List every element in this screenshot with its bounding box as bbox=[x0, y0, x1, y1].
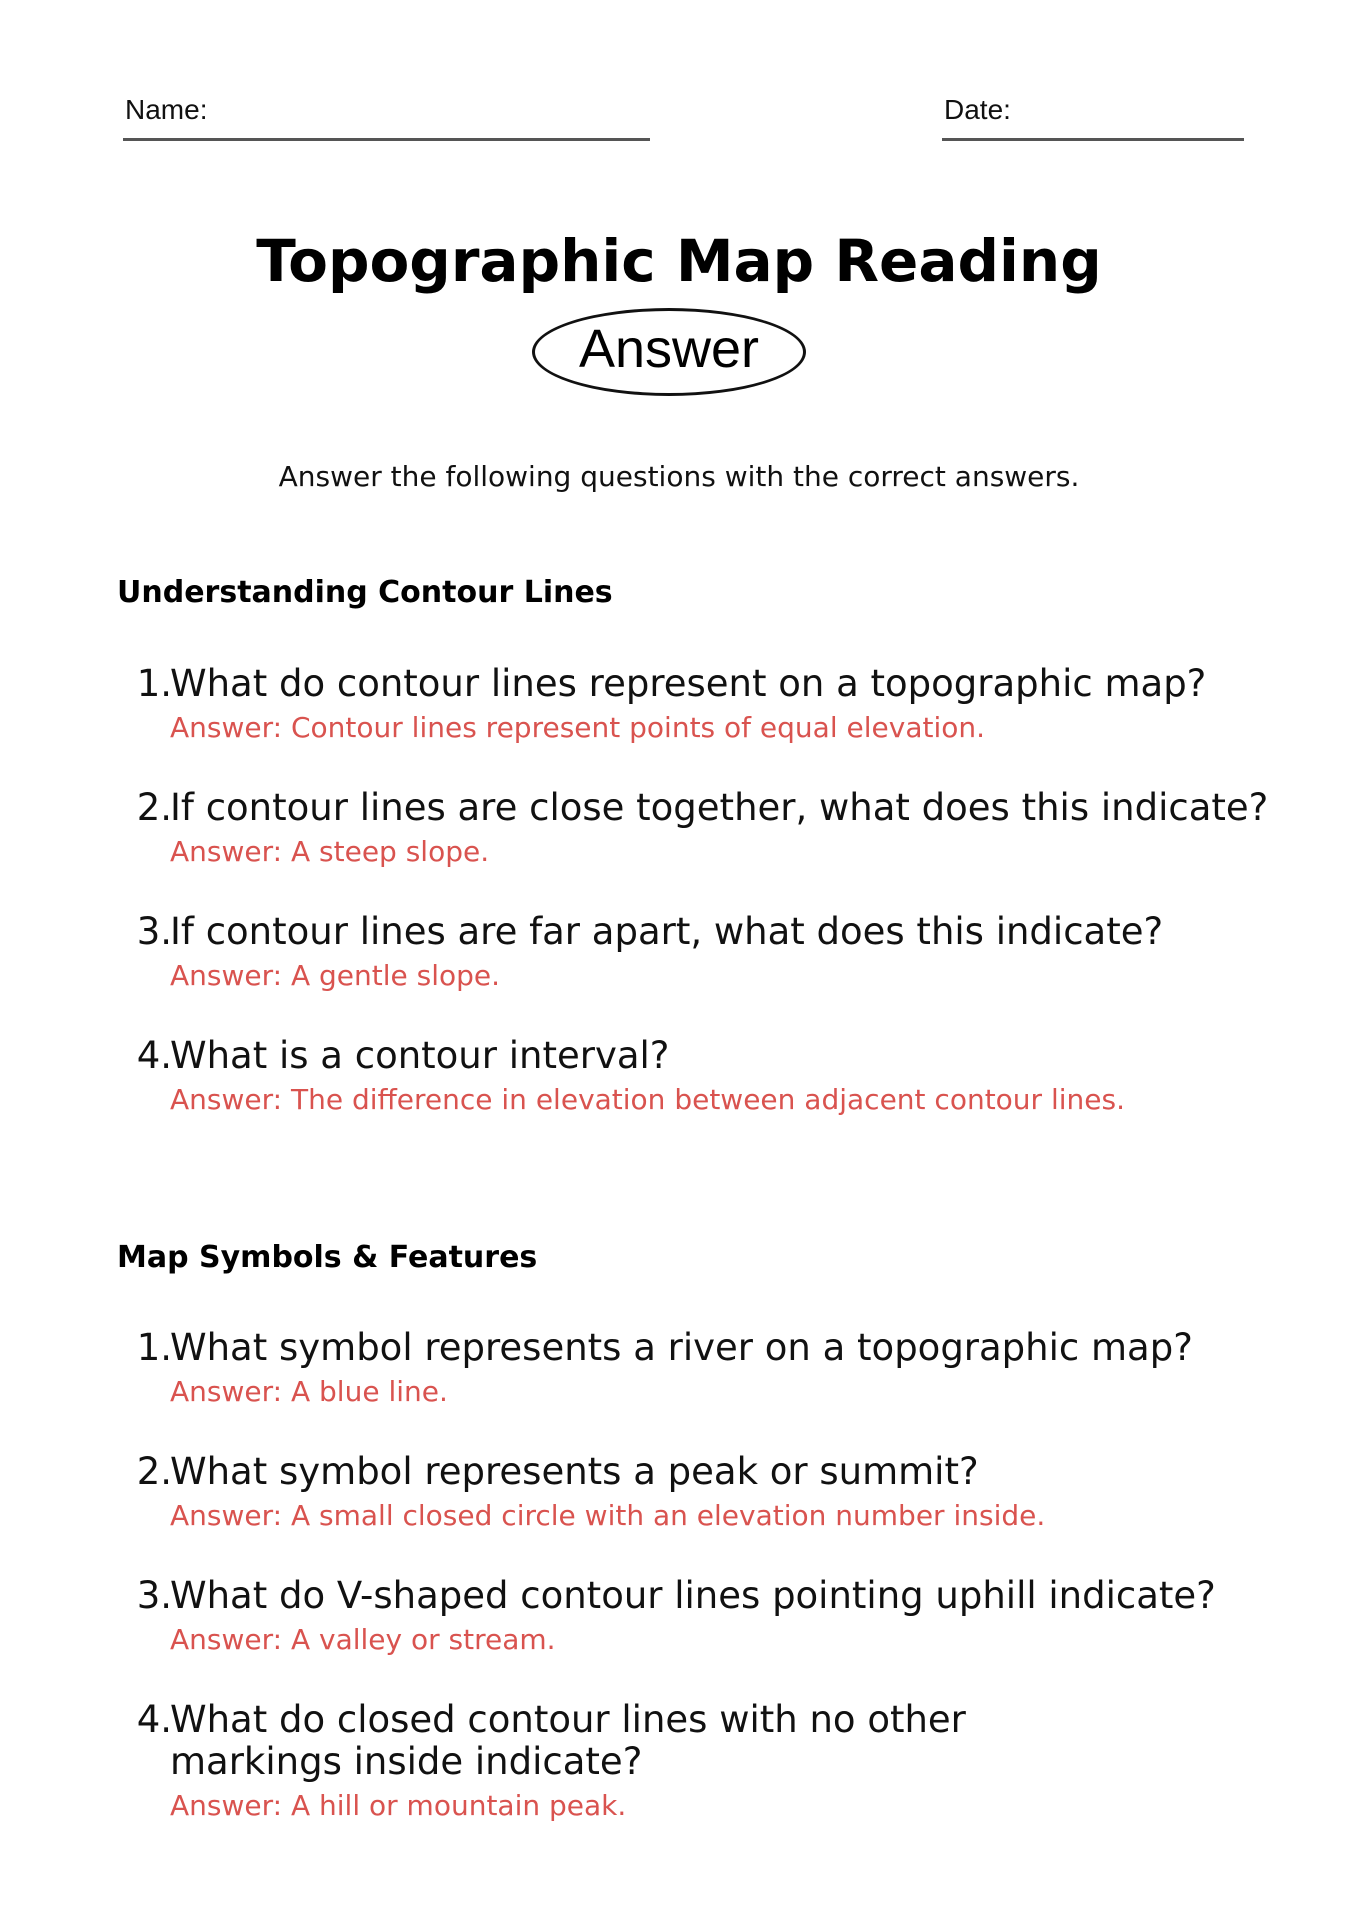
answer-text: Answer: The difference in elevation between adjacent contour lines. bbox=[170, 1083, 1125, 1116]
section-heading-contour-lines: Understanding Contour Lines bbox=[117, 575, 613, 610]
answer-text: Answer: A gentle slope. bbox=[170, 959, 501, 992]
question-text: What symbol represents a river on a topographic map? bbox=[170, 1326, 1193, 1369]
page-title: Topographic Map Reading bbox=[256, 227, 1102, 295]
question-number: 4. bbox=[136, 1698, 172, 1741]
question-text: What do V-shaped contour lines pointing uphill indicate? bbox=[170, 1574, 1216, 1617]
question-text: What do contour lines represent on a topographic map? bbox=[170, 662, 1207, 705]
question-number: 1. bbox=[136, 1326, 172, 1369]
question-item bbox=[120, 1451, 1270, 1533]
answer-badge-label: Answer bbox=[578, 319, 760, 379]
question-text: If contour lines are close together, what does this indicate? bbox=[170, 786, 1269, 829]
question-item bbox=[120, 911, 1270, 993]
name-field-line[interactable] bbox=[123, 138, 650, 141]
question-item bbox=[120, 1327, 1270, 1409]
question-number: 3. bbox=[136, 910, 172, 953]
answer-text: Answer: A small closed circle with an elevation number inside. bbox=[170, 1499, 1046, 1532]
date-field-line[interactable] bbox=[942, 138, 1244, 141]
name-label: Name: bbox=[125, 94, 208, 125]
question-number: 2. bbox=[136, 786, 172, 829]
date-label: Date: bbox=[944, 94, 1011, 125]
question-number: 4. bbox=[136, 1034, 172, 1077]
question-number: 2. bbox=[136, 1450, 172, 1493]
answer-text: Answer: A valley or stream. bbox=[170, 1623, 556, 1656]
instructions: Answer the following questions with the correct answers. bbox=[278, 460, 1080, 493]
question-item bbox=[120, 1575, 1270, 1657]
question-text: What do closed contour lines with no other markings inside indicate? bbox=[170, 1698, 966, 1783]
answer-text: Answer: Contour lines represent points of equal elevation. bbox=[170, 711, 986, 744]
answer-text: Answer: A hill or mountain peak. bbox=[170, 1789, 627, 1822]
question-text: What symbol represents a peak or summit? bbox=[170, 1450, 979, 1493]
question-number: 1. bbox=[136, 662, 172, 705]
question-item bbox=[120, 1035, 1270, 1117]
question-item bbox=[120, 663, 1270, 745]
answer-text: Answer: A blue line. bbox=[170, 1375, 448, 1408]
section-heading-map-symbols: Map Symbols & Features bbox=[117, 1240, 538, 1275]
question-text: What is a contour interval? bbox=[170, 1034, 670, 1077]
question-text: If contour lines are far apart, what does this indicate? bbox=[170, 910, 1164, 953]
question-item bbox=[120, 787, 1270, 869]
question-item bbox=[120, 1699, 1140, 1823]
answer-badge bbox=[532, 308, 806, 396]
answer-text: Answer: A steep slope. bbox=[170, 835, 490, 868]
question-number: 3. bbox=[136, 1574, 172, 1617]
